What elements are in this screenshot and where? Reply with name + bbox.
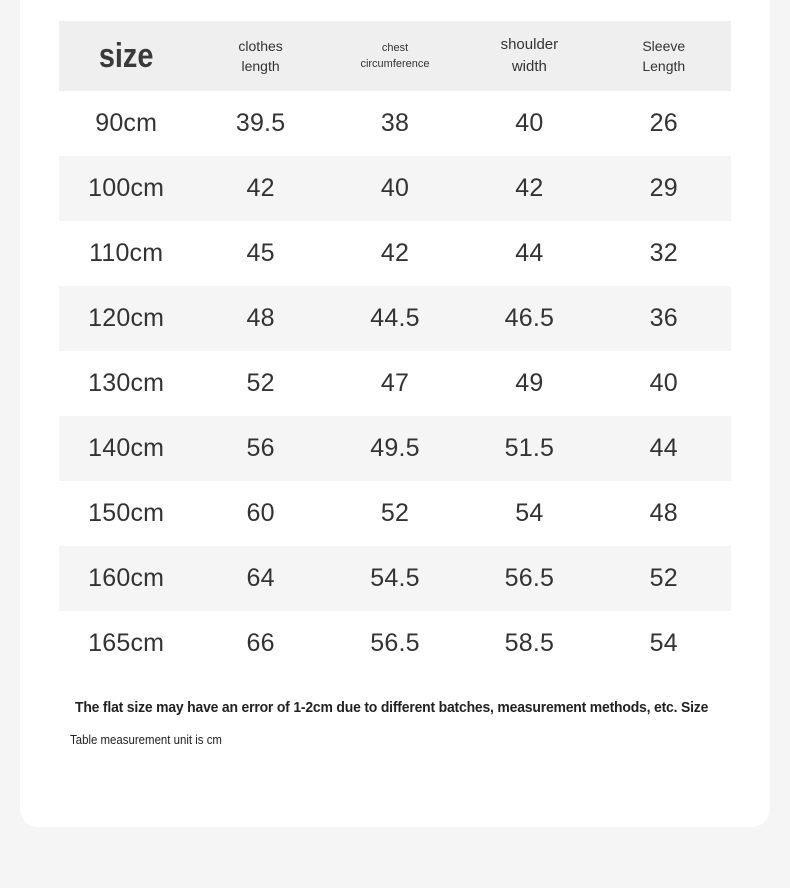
cell-size: 160cm [88, 564, 165, 592]
cell-size: 100cm [88, 174, 165, 202]
cell-size: 165cm [88, 629, 165, 657]
table-row [59, 611, 731, 676]
header-sleeve-length: Sleeve Length [642, 38, 686, 74]
cell-clothes-length: 56 [246, 434, 275, 462]
cell-shoulder: 56.5 [504, 564, 555, 592]
cell-sleeve: 52 [649, 564, 678, 592]
table-row [59, 481, 731, 546]
cell-sleeve: 36 [649, 304, 678, 332]
cell-chest: 40 [380, 174, 410, 202]
cell-sleeve: 29 [649, 174, 678, 202]
header-size: size [98, 36, 154, 75]
cell-shoulder: 44 [515, 239, 544, 267]
cell-shoulder: 46.5 [504, 304, 555, 332]
error-note: The flat size may have an error of 1-2cm due to different batches, measurement methods, etc. Size [75, 699, 709, 716]
header-shoulder-width: shoulder width [500, 36, 559, 75]
cell-chest: 42 [380, 239, 410, 267]
cell-shoulder: 58.5 [504, 629, 555, 657]
cell-clothes-length: 42 [246, 174, 275, 202]
cell-sleeve: 54 [649, 629, 678, 657]
cell-shoulder: 54 [515, 499, 544, 527]
table-row [59, 156, 731, 221]
cell-shoulder: 40 [515, 109, 544, 137]
header-clothes-length: clothes length [238, 38, 283, 74]
cell-size: 120cm [88, 304, 165, 332]
cell-clothes-length: 45 [246, 239, 275, 267]
table-row [59, 221, 731, 286]
table-row [59, 546, 731, 611]
cell-sleeve: 48 [649, 499, 678, 527]
cell-clothes-length: 39.5 [235, 109, 286, 137]
size-table [59, 21, 731, 676]
cell-clothes-length: 52 [246, 369, 275, 397]
cell-clothes-length: 48 [246, 304, 275, 332]
cell-shoulder: 49 [515, 369, 544, 397]
cell-sleeve: 32 [649, 239, 678, 267]
unit-note: Table measurement unit is cm [70, 732, 222, 747]
header-chest-circumference: chest circumference [360, 42, 430, 70]
cell-chest: 56.5 [370, 629, 420, 657]
cell-clothes-length: 64 [246, 564, 275, 592]
cell-size: 150cm [88, 499, 165, 527]
cell-chest: 44.5 [370, 304, 420, 332]
cell-size: 140cm [88, 434, 165, 462]
cell-size: 90cm [95, 109, 158, 137]
cell-shoulder: 51.5 [504, 434, 555, 462]
cell-size: 110cm [89, 239, 164, 267]
cell-clothes-length: 60 [246, 499, 275, 527]
cell-sleeve: 44 [649, 434, 678, 462]
table-row [59, 286, 731, 351]
cell-sleeve: 40 [649, 369, 678, 397]
cell-sleeve: 26 [649, 109, 678, 137]
cell-chest: 54.5 [370, 564, 420, 592]
cell-chest: 47 [380, 369, 410, 397]
cell-clothes-length: 66 [246, 629, 275, 657]
cell-chest: 49.5 [370, 434, 420, 462]
table-row [59, 91, 731, 156]
cell-size: 130cm [88, 369, 165, 397]
cell-shoulder: 42 [515, 174, 544, 202]
table-row [59, 351, 731, 416]
table-row [59, 416, 731, 481]
cell-chest: 38 [380, 109, 410, 137]
table-header-row [59, 21, 731, 91]
cell-chest: 52 [380, 499, 410, 527]
